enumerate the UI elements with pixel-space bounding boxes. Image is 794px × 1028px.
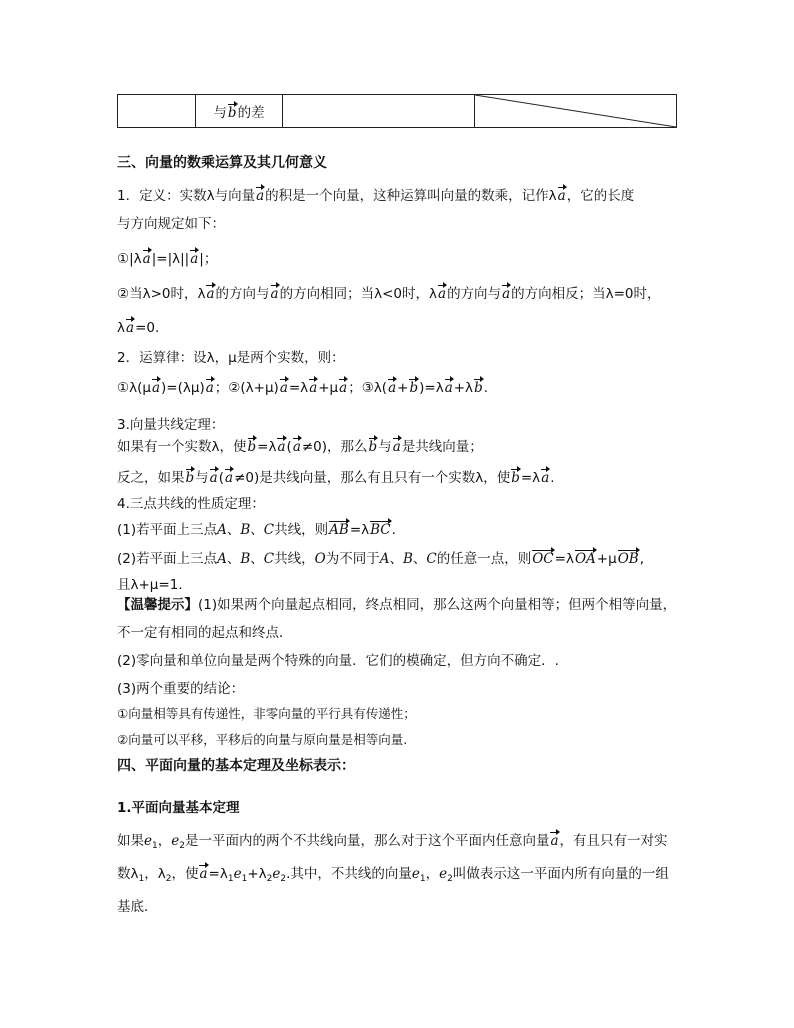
three-point-2: (2)若平面上三点A、B、C共线，O为不同于A、B、C的任意一点，则OC=λOA+μOB, xyxy=(117,551,644,567)
collinear-title: 3.向量共线定理： xyxy=(117,417,225,433)
basis-para-line-3: 基底． xyxy=(117,899,158,915)
rule-direction-line-2: λa=0. xyxy=(117,320,160,336)
rule-direction-line-1: ②当λ>0时，λa的方向与a的方向相同；当λ<0时，λa的方向与a的方向相反；当λ=0时， xyxy=(117,286,661,302)
table-cell-4-diagonal xyxy=(475,95,676,127)
section4-heading: 四、平面向量的基本定理及坐标表示： xyxy=(117,758,355,774)
tip-line-5: ①向量相等具有传递性，非零向量的平行具有传递性； xyxy=(117,706,416,721)
table-cell-3 xyxy=(283,95,475,127)
operations-table-row xyxy=(117,94,677,128)
basis-para-line-2: 数$\lambda_1$，$\lambda_2$，使$a=\lambda_1e_1+\lambda_2e_2$.其中，不共线的向量$e_1$，$e_2$叫做表示这一平面内所有向量的一组 xyxy=(117,866,669,884)
definition-line-2: 与方向规定如下： xyxy=(117,216,225,232)
definition-line-1: 1．定义：实数λ与向量a的积是一个向量，这种运算叫向量的数乘，记作λa，它的长度 xyxy=(117,188,635,204)
rule-magnitude: ①|λa|=|λ||a|； xyxy=(117,251,218,267)
tip-label: 【温馨提示】 xyxy=(117,597,198,613)
three-point-title: 4.三点共线的性质定理： xyxy=(117,496,265,512)
diagonal-line xyxy=(475,95,676,127)
laws-formulas: ①λ(μa)=(λμ)a；②(λ+μ)a=λa+μa；③λ(a+b)=λa+λb. xyxy=(117,380,489,396)
table-cell-2-render: 与b的差 xyxy=(213,105,265,121)
table-cell-2 xyxy=(196,95,283,127)
tip-1a: (1)如果两个向量起点相同，终点相同，那么这两个向量相等；但两个相等向量， xyxy=(198,597,677,613)
basis-para-line-1: 如果$e_1$，$e_2$是一平面内的两个不共线向量，那么对于这个平面内任意向量a，有且只有一对实 xyxy=(117,833,668,851)
section3-heading: 三、向量的数乘运算及其几何意义 xyxy=(117,155,327,171)
collinear-statement-1: 如果有一个实数λ，使b=λa(a≠0)，那么b与a是共线向量； xyxy=(117,439,483,455)
three-point-1: (1)若平面上三点A、B、C共线，则AB=λBC. xyxy=(117,522,396,538)
laws-intro: 2．运算律：设λ，μ是两个实数，则： xyxy=(117,350,345,366)
tip-line-6: ②向量可以平移，平移后的向量与原向量是相等向量. xyxy=(117,732,408,747)
three-point-3: 且λ+μ=1. xyxy=(117,577,183,593)
tip-line-4: (3)两个重要的结论： xyxy=(117,681,245,697)
tip-line-3: (2)零向量和单位向量是两个特殊的向量．它们的模确定，但方向不确定．. xyxy=(117,653,559,669)
tip-line-2: 不一定有相同的起点和终点． xyxy=(117,625,293,641)
section4-subheading: 1.平面向量基本定理 xyxy=(117,800,240,816)
collinear-statement-2: 反之，如果b与a(a≠0)是共线向量，那么有且只有一个实数λ，使b=λa. xyxy=(117,470,555,486)
table-cell-1 xyxy=(118,95,196,127)
tip-line-1 xyxy=(117,597,676,613)
